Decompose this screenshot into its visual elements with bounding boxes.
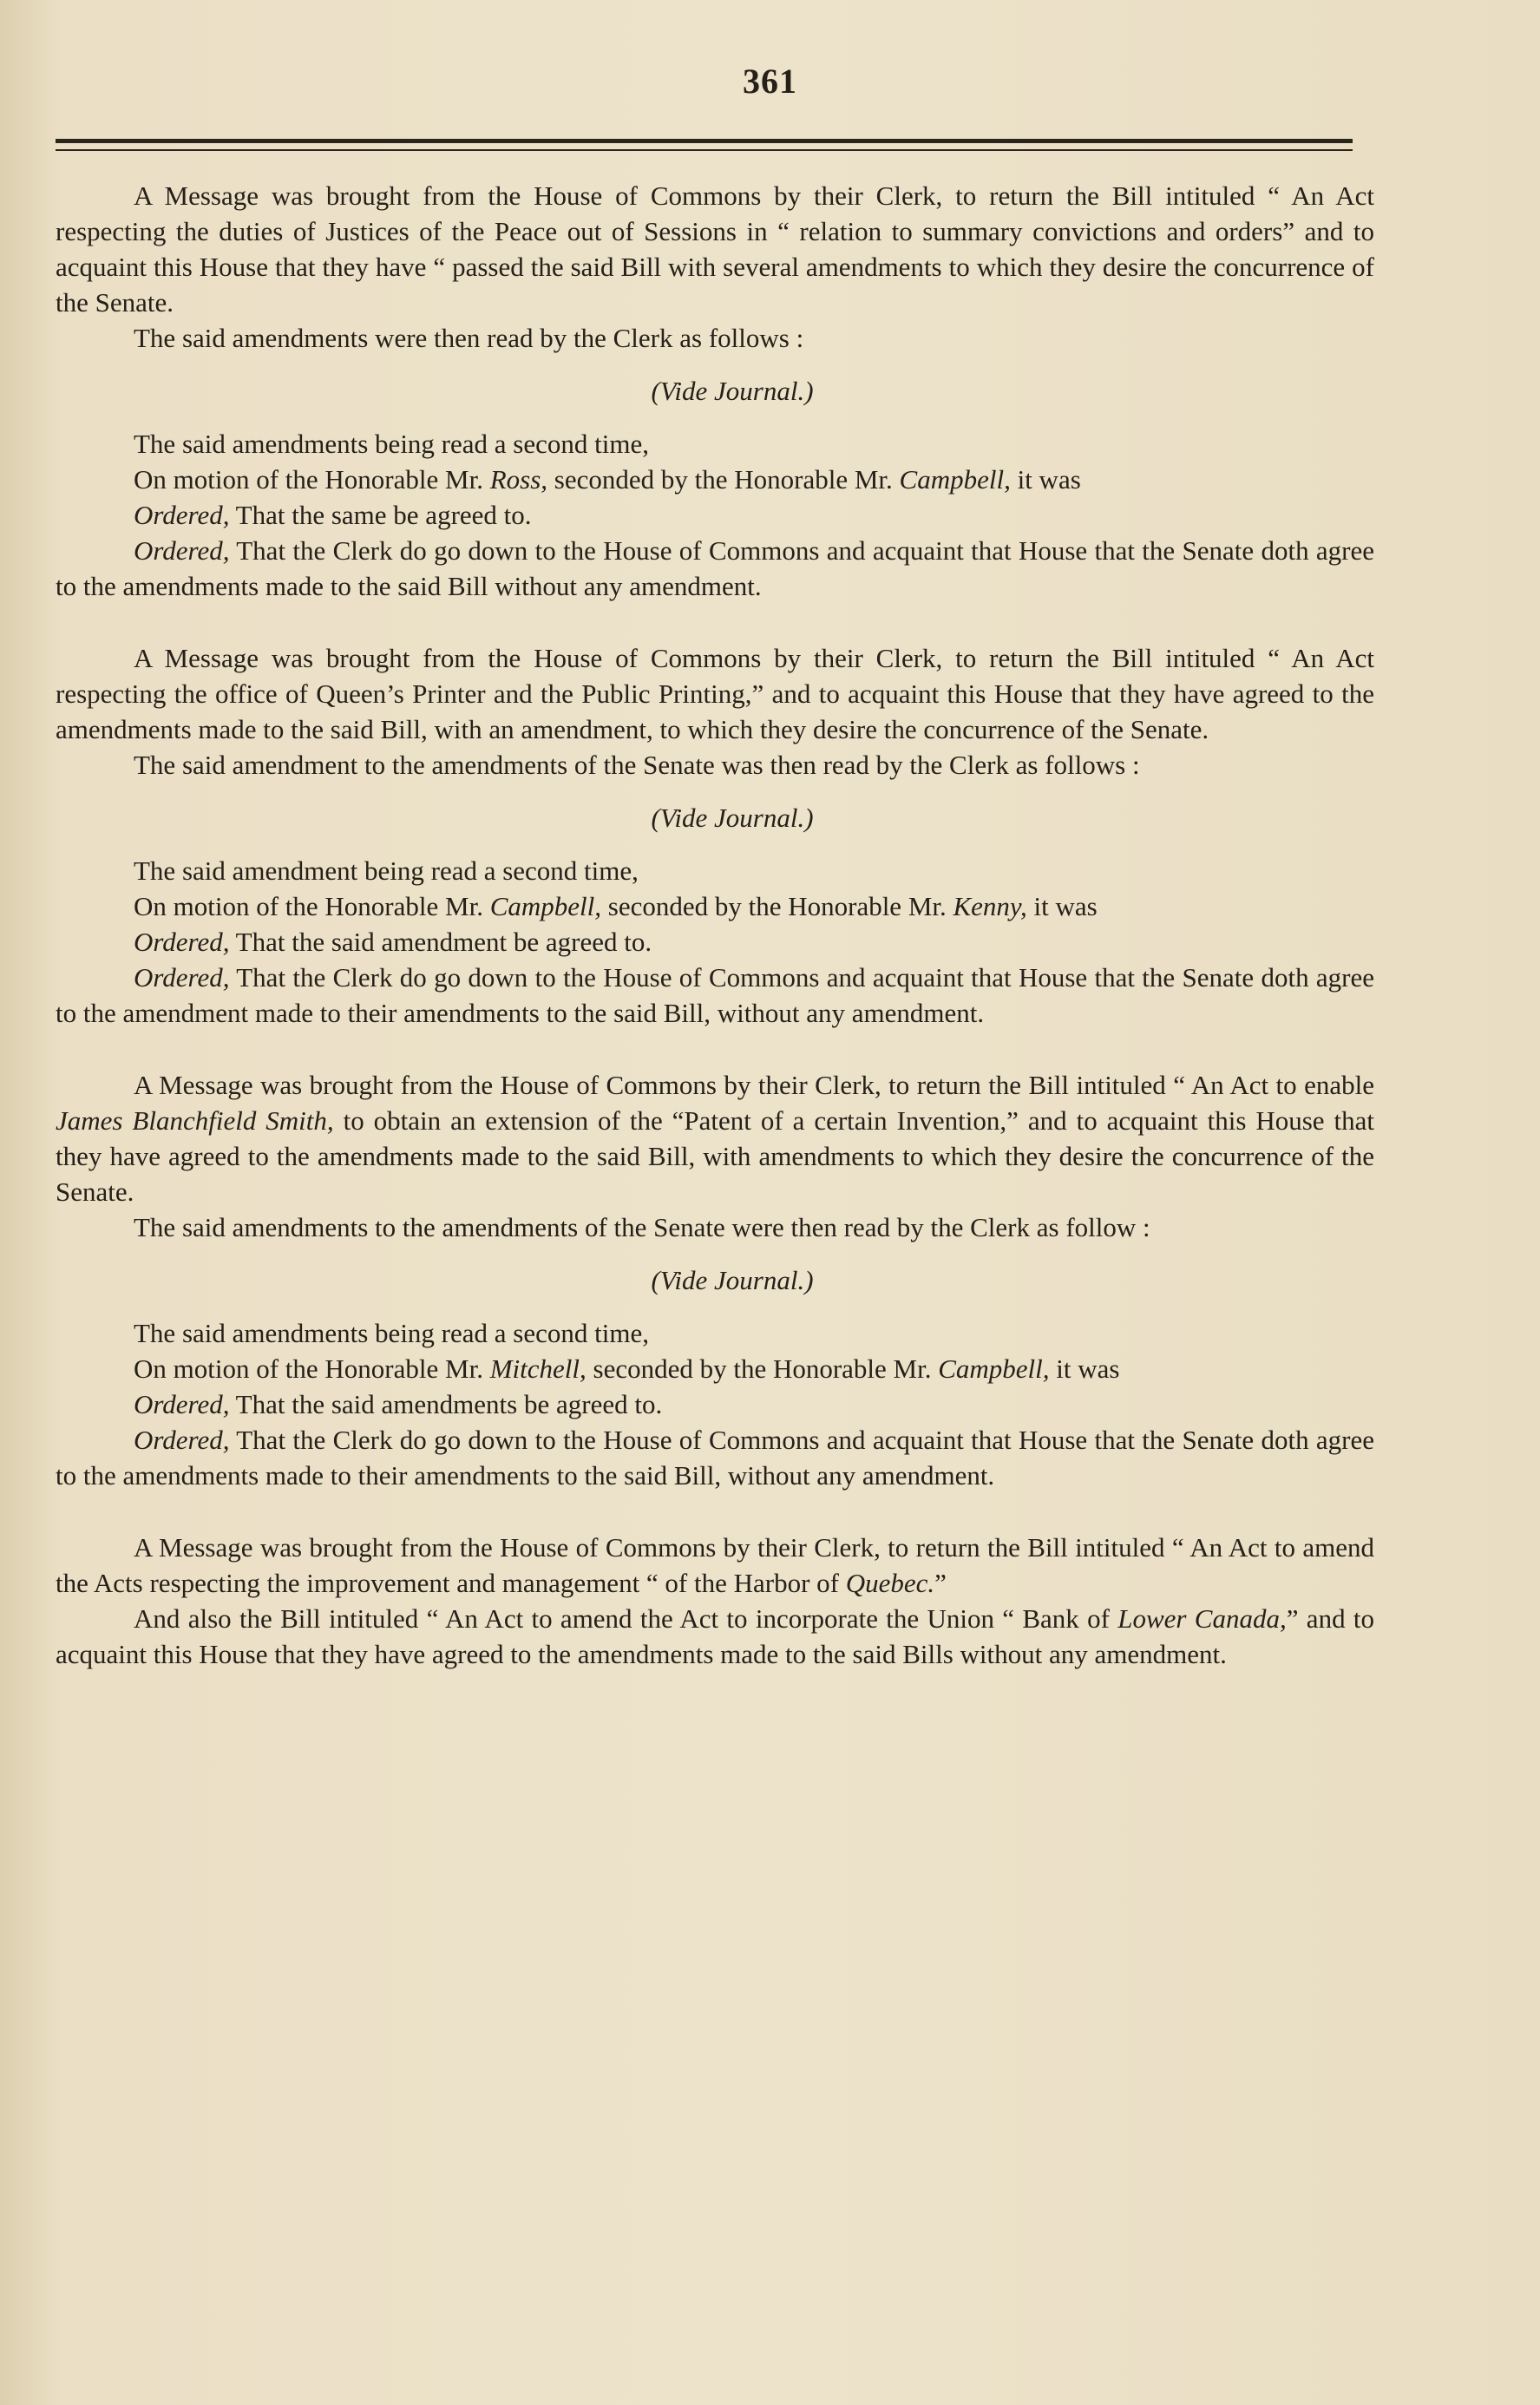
order-text: That the Clerk do go down to the House of Commons and acquaint that House that the Senate doth agree to the amendments made to their amendments to the said Bill, without any amendment.	[56, 1425, 1374, 1491]
person-name: James Blanchfield Smith,	[56, 1105, 334, 1136]
motion-text: On motion of the Honorable Mr.	[134, 1353, 490, 1384]
ordered-word: Ordered,	[134, 535, 230, 566]
order-text: That the said amendments be agreed to.	[229, 1389, 663, 1419]
motion-line	[56, 1351, 1374, 1386]
ordered-word: Ordered,	[134, 962, 230, 993]
message-text: ”	[934, 1568, 947, 1598]
seconder-name: Campbell,	[899, 464, 1011, 495]
paragraph-gap	[56, 1031, 1374, 1067]
second-reading-line: The said amendments being read a second time,	[134, 1318, 649, 1348]
message-paragraph	[56, 1067, 1374, 1209]
order-line	[56, 497, 1374, 533]
message-text: ” and to acquaint this House that they have agreed to the amendments made to the said Bills without any amendment.	[56, 1603, 1374, 1669]
ordered-word: Ordered,	[134, 927, 230, 957]
message-text: A Message was brought from the House of Commons by their Clerk, to return the Bill intituled “ An Act to amend the Acts respecting the improvement and management “ of the Harbor of	[56, 1532, 1374, 1598]
message-paragraph: A Message was brought from the House of Commons by their Clerk, to return the Bill intituled “ An Act respecting the office of Queen’s Printer and the Public Printing,” and to acquaint this House that they have agreed to the amendments made to the said Bill, with an amendment, to which they desire the concurrence of the Senate.	[56, 643, 1374, 744]
mover-name: Ross,	[489, 464, 548, 495]
order-text: That the Clerk do go down to the House of Commons and acquaint that House that the Senate doth agree to the amendments made to the said Bill without any amendment.	[56, 535, 1374, 601]
second-reading-line: The said amendment being read a second time,	[134, 855, 639, 886]
motion-text: it was	[1026, 891, 1098, 921]
message-text: to obtain an extension of the “Patent of a certain Invention,” and to acquaint this House that they have agreed to the amendments made to the said Bill, with amendments to which they desire the concurrence of the Senate.	[56, 1105, 1374, 1207]
message-text: And also the Bill intituled “ An Act to amend the Act to incorporate the Union “ Bank of	[134, 1603, 1118, 1634]
vide-journal: (Vide Journal.)	[651, 803, 814, 833]
order-line	[56, 1422, 1374, 1493]
paragraph-gap	[56, 1493, 1374, 1530]
motion-text: seconded by the Honorable Mr.	[586, 1353, 939, 1384]
place-name: Quebec.	[845, 1568, 935, 1598]
page-number: 361	[743, 62, 797, 101]
order-line	[56, 533, 1374, 604]
motion-text: it was	[1010, 464, 1081, 495]
header-rule-thick	[56, 139, 1353, 143]
order-text: That the said amendment be agreed to.	[229, 927, 652, 957]
motion-text: seconded by the Honorable Mr.	[547, 464, 900, 495]
paragraph-gap	[56, 604, 1374, 640]
motion-text: it was	[1049, 1353, 1120, 1384]
also-paragraph	[56, 1601, 1374, 1672]
seconder-name: Campbell,	[938, 1353, 1050, 1384]
motion-line	[56, 462, 1374, 497]
second-reading-line: The said amendments being read a second time,	[134, 429, 649, 459]
vide-journal: (Vide Journal.)	[651, 376, 814, 406]
order-text: That the same be agreed to.	[229, 500, 532, 530]
order-line	[56, 924, 1374, 960]
amendments-read-line: The said amendment to the amendments of the Senate was then read by the Clerk as follows :	[134, 750, 1140, 780]
motion-text: seconded by the Honorable Mr.	[601, 891, 953, 921]
motion-text: On motion of the Honorable Mr.	[134, 464, 490, 495]
ordered-word: Ordered,	[134, 1425, 230, 1455]
amendments-read-line: The said amendments were then read by the Clerk as follows :	[134, 323, 804, 353]
ordered-word: Ordered,	[134, 1389, 230, 1419]
motion-text: On motion of the Honorable Mr.	[134, 891, 490, 921]
header-rule-thin	[56, 149, 1353, 151]
motion-line	[56, 888, 1374, 924]
order-line	[56, 1386, 1374, 1422]
ordered-word: Ordered,	[134, 500, 230, 530]
order-text: That the Clerk do go down to the House of Commons and acquaint that House that the Senate doth agree to the amendment made to their amendments to the said Bill, without any amendment.	[56, 962, 1374, 1028]
order-line	[56, 960, 1374, 1031]
amendments-read-line: The said amendments to the amendments of the Senate were then read by the Clerk as follow :	[134, 1212, 1150, 1242]
message-paragraph: A Message was brought from the House of Commons by their Clerk, to return the Bill intituled “ An Act respecting the duties of Justices of the Peace out of Sessions in “ relation to summary convictions and orders” and to acquaint this House that they have “ passed the said Bill with several amendments to which they desire the concurrence of the Senate.	[56, 180, 1374, 318]
mover-name: Campbell,	[489, 891, 602, 921]
message-text: A Message was brought from the House of Commons by their Clerk, to return the Bill intituled “ An Act to enable	[134, 1070, 1374, 1100]
page-body	[56, 178, 1374, 1672]
message-paragraph	[56, 1530, 1374, 1601]
mover-name: Mitchell,	[489, 1353, 587, 1384]
place-name: Lower Canada,	[1117, 1603, 1287, 1634]
seconder-name: Kenny,	[953, 891, 1027, 921]
vide-journal: (Vide Journal.)	[651, 1265, 814, 1295]
